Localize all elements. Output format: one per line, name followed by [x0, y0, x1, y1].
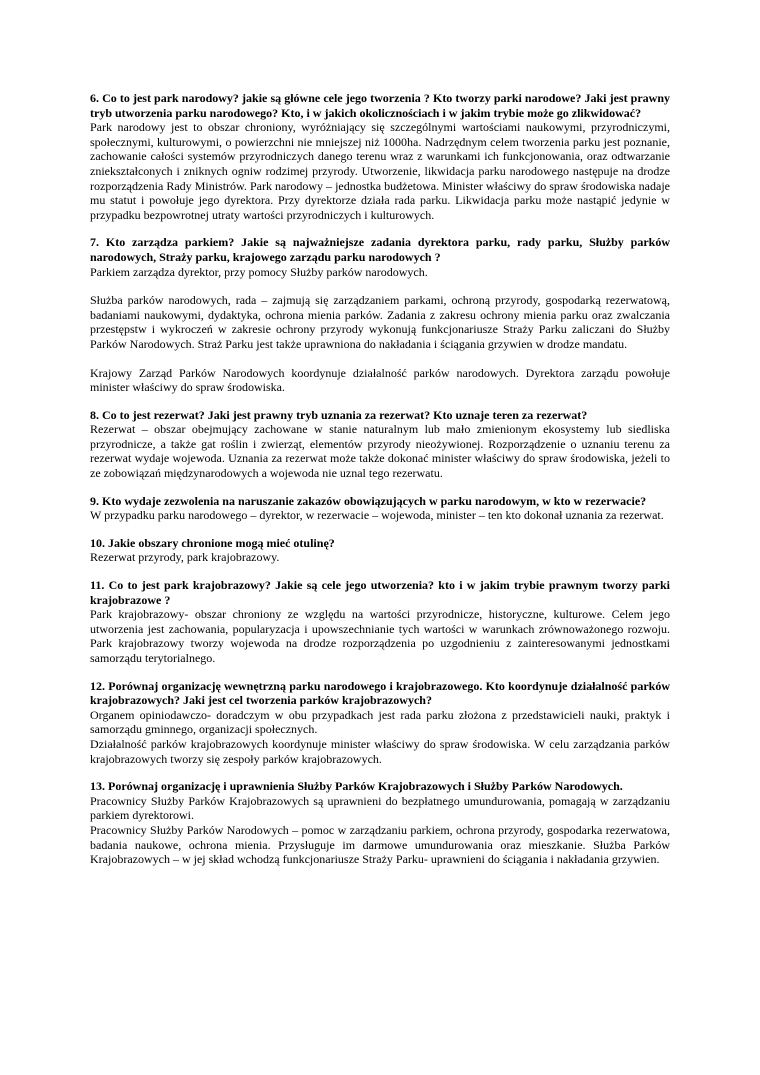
- section-6: [90, 91, 670, 222]
- answer-paragraph: Organem opiniodawczo- doradczym w obu przypadkach jest rada parku złożona z przedstawicieli nauki, praktyk i samorządu gminnego, organizacji społecznych.: [90, 707, 670, 737]
- section-9: [90, 494, 670, 523]
- answer-paragraph: Park narodowy jest to obszar chroniony, wyróżniający się szczególnymi wartościami naukowymi, przyrodniczymi, społecznymi, kulturowymi, o powierzchni nie mniejszej niż 1000ha. Nadrzędnym celem tworzenia parku jest poznanie, zachowanie całości systemów przyrodniczych danego terenu wraz z warunkami ich funkcjonowania, oraz odtwarzanie zniekształconych i zniknych ogniw rodzimej przyrody. Utworzenie, likwidacja parku narodowego następuje na drodze rozporządzenia Rady Ministrów. Park narodowy – jednostka budżetowa. Minister właściwy do spraw środowiska nadaje mu statut i powołuje jego dyrektora. Przy dyrektorze działa rada parku. Likwidacja parku może nastąpić jedynie w przypadku bezpowrotnej utraty wartości przyrodniczych i kulturowych.: [90, 120, 670, 222]
- section-8: [90, 408, 670, 481]
- answer-paragraph: W przypadku parku narodowego – dyrektor, w rezerwacie – wojewoda, minister – ten kto dokonał uznania za rezerwat.: [90, 508, 664, 523]
- question-heading: 6. Co to jest park narodowy? jakie są główne cele jego tworzenia ? Kto tworzy parki narodowe? Jaki jest prawny tryb utworzenia parku narodowego? Kto, i w jakich okolicznościach i w jakim trybie może go zlikwidować?: [90, 91, 670, 120]
- section-10: [90, 536, 670, 565]
- answer-paragraph: Krajowy Zarząd Parków Narodowych koordynuje działalność parków narodowych. Dyrektora zarządu powołuje minister właściwy do spraw środowiska.: [90, 365, 670, 395]
- answer-paragraph: Rezerwat przyrody, park krajobrazowy.: [90, 550, 280, 565]
- answer-paragraph: Pracownicy Służby Parków Narodowych – pomoc w zarządzaniu parkiem, ochrona przyrody, gospodarka rezerwatowa, badania naukowe, ochrona mienia. Przysługuje im darmowe umundurowania oraz mieszkanie. Służba Parków Krajobrazowych – w jej skład wchodzą funkcjonariusze Straży Parku- uprawnieni do ściągania i nakładania grzywien.: [90, 822, 670, 867]
- answer-paragraph: Rezerwat – obszar obejmujący zachowane w stanie naturalnym lub mało zmienionym ekosystemy lub siedliska przyrodnicze, a także gat roślin i zwierząt, elementów przyrody nieożywionej. Rozporządzenie o uznaniu terenu za rezerwat wydaje wojewoda. Uznania za rezerwat może także dokonać minister właściwy do spraw środowiska, jeżeli to ze zobowiązań międzynarodowych a wojewoda nie uznal tego rezerwatu.: [90, 422, 670, 481]
- answer-paragraph: Działalność parków krajobrazowych koordynuje minister właściwy do spraw środowiska. W celu zarządzania parków krajobrazowych tworzy się zespoły parków krajobrazowych.: [90, 736, 670, 766]
- answer-paragraph: Park krajobrazowy- obszar chroniony ze względu na wartości przyrodnicze, historyczne, kulturowe. Celem jego utworzenia jest zachowania, popularyzacja i upowszechnianie tych wartości w warunkach zrównoważonego rozwoju. Park krajobrazowy tworzy wojewoda na drodze rozporządzenia po uzgodnieniu z zainteresowanymi jednostkami samorządu terytorialnego.: [90, 607, 670, 665]
- question-heading: 13. Porównaj organizację i uprawnienia Służby Parków Krajobrazowych i Służby Parków Narodowych.: [90, 779, 623, 794]
- document-page: [90, 91, 670, 880]
- answer-paragraph: Parkiem zarządza dyrektor, przy pomocy Służby parków narodowych.: [90, 264, 428, 279]
- answer-paragraph: Pracownicy Służby Parków Krajobrazowych są uprawnieni do bezpłatnego umundurowania, pomagają w zarządzaniu parkiem dyrektorowi.: [90, 793, 670, 823]
- section-13: [90, 779, 670, 867]
- question-heading: 8. Co to jest rezerwat? Jaki jest prawny tryb uznania za rezerwat? Kto uznaje teren za rezerwat?: [90, 407, 588, 422]
- question-heading: 12. Porównaj organizację wewnętrzną parku narodowego i krajobrazowego. Kto koordynuje działalność parków krajobrazowych? Jaki jest cel tworzenia parków krajobrazowych?: [90, 678, 670, 708]
- question-heading: 10. Jakie obszary chronione mogą mieć otulinę?: [90, 535, 335, 550]
- paragraph-spacer: [90, 279, 670, 293]
- section-11: [90, 578, 670, 666]
- question-heading: 7. Kto zarządza parkiem? Jakie są najważniejsze zadania dyrektora parku, rady parku, Służby parków narodowych, Straży parku, krajowego zarządu parku narodowych ?: [90, 235, 670, 264]
- section-12: [90, 679, 670, 767]
- question-heading: 9. Kto wydaje zezwolenia na naruszanie zakazów obowiązujących w parku narodowym, w kto w rezerwacie?: [90, 493, 647, 508]
- section-7: [90, 235, 670, 394]
- paragraph-spacer: [90, 352, 670, 366]
- question-heading: 11. Co to jest park krajobrazowy? Jakie są cele jego utworzenia? kto i w jakim trybie prawnym tworzy parki krajobrazowe ?: [90, 578, 670, 607]
- answer-paragraph: Służba parków narodowych, rada – zajmują się zarządzaniem parkami, ochroną przyrody, gospodarką rezerwatową, badaniami naukowymi, dydaktyka, ochrona mienia parków. Zadania z zakresu ochrony mienia parku oraz zwalczania przestępstw i wykroczeń w zakresie ochrony przyrody wykonują funkcjonariusze Straży Parku zaliczani do Służby Parków Narodowych. Straż Parku jest także uprawniona do nakładania i ściągania grzywien w drodze mandatu.: [90, 293, 670, 351]
